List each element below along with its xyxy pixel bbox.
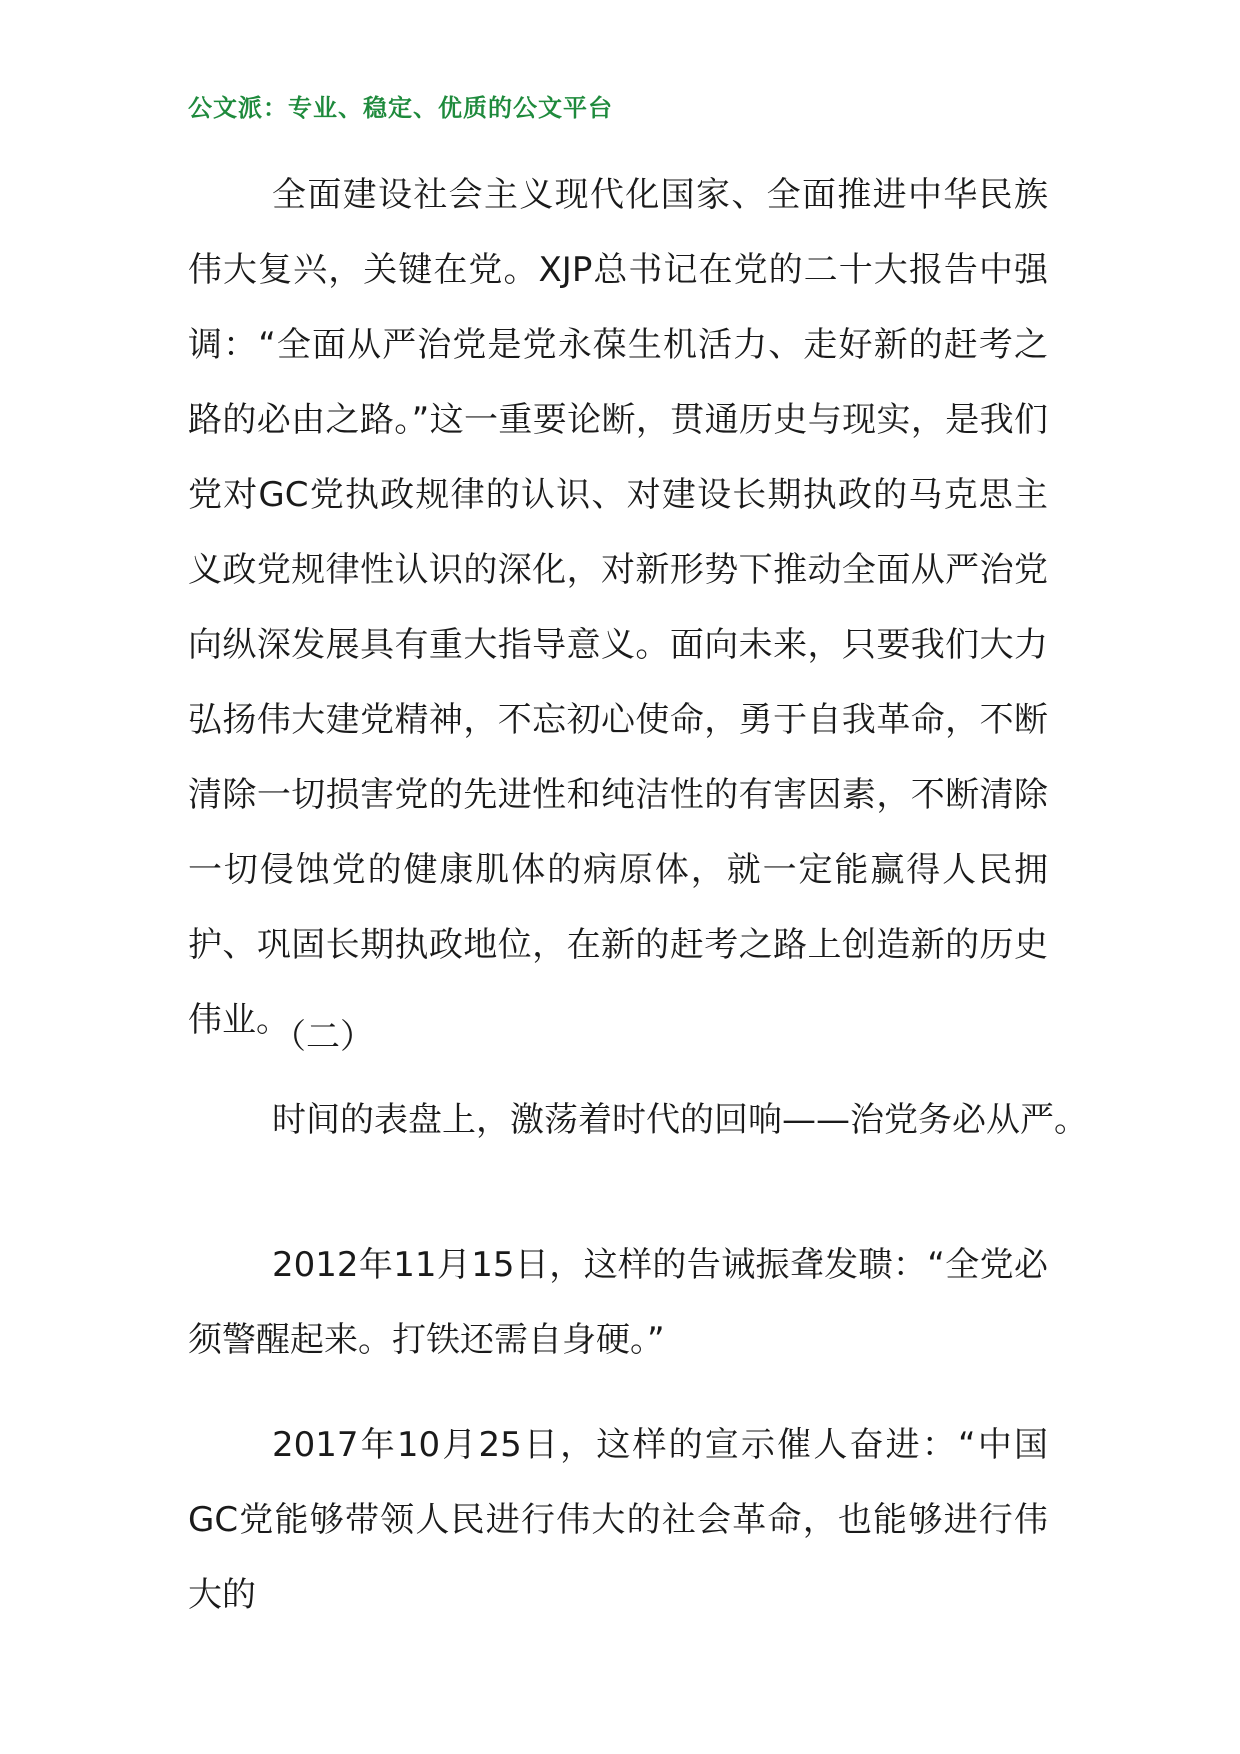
body-paragraph: 全面建设社会主义现代化国家、全面推进中华民族伟大复兴，关键在党。XJP总书记在党的二十大报告中强调：“全面从严治党是党永葆生机活力、走好新的赶考之路的必由之路。”这一重要论断，贯通历史与现实，是我们党对GC党执政规律的认识、对建设长期执政的马克思主义政党规律性认识的深化，对新形势下推动全面从严治党向纵深发展具有重大指导意义。面向未来，只要我们大力弘扬伟大建党精神，不忘初心使命，勇于自我革命，不断清除一切损害党的先进性和纯洁性的有害因素，不断清除一切侵蚀党的健康肌体的病原体，就一定能赢得人民拥护、巩固长期执政地位，在新的赶考之路上创造新的历史伟业。 [188, 175, 1048, 1040]
site-slogan-header: 公文派：专业、稳定、优质的公文平台 [188, 94, 613, 122]
body-paragraph: 时间的表盘上，激荡着时代的回响——治党务必从严。 [272, 1100, 1088, 1140]
section-heading: （二） [272, 1017, 374, 1057]
body-paragraph: 2012年11月15日，这样的告诫振聋发聩：“全党必须警醒起来。打铁还需自身硬。” [188, 1245, 1048, 1360]
body-paragraph: 2017年10月25日，这样的宣示催人奋进：“中国GC党能够带领人民进行伟大的社会革命，也能够进行伟大的 [188, 1425, 1048, 1615]
